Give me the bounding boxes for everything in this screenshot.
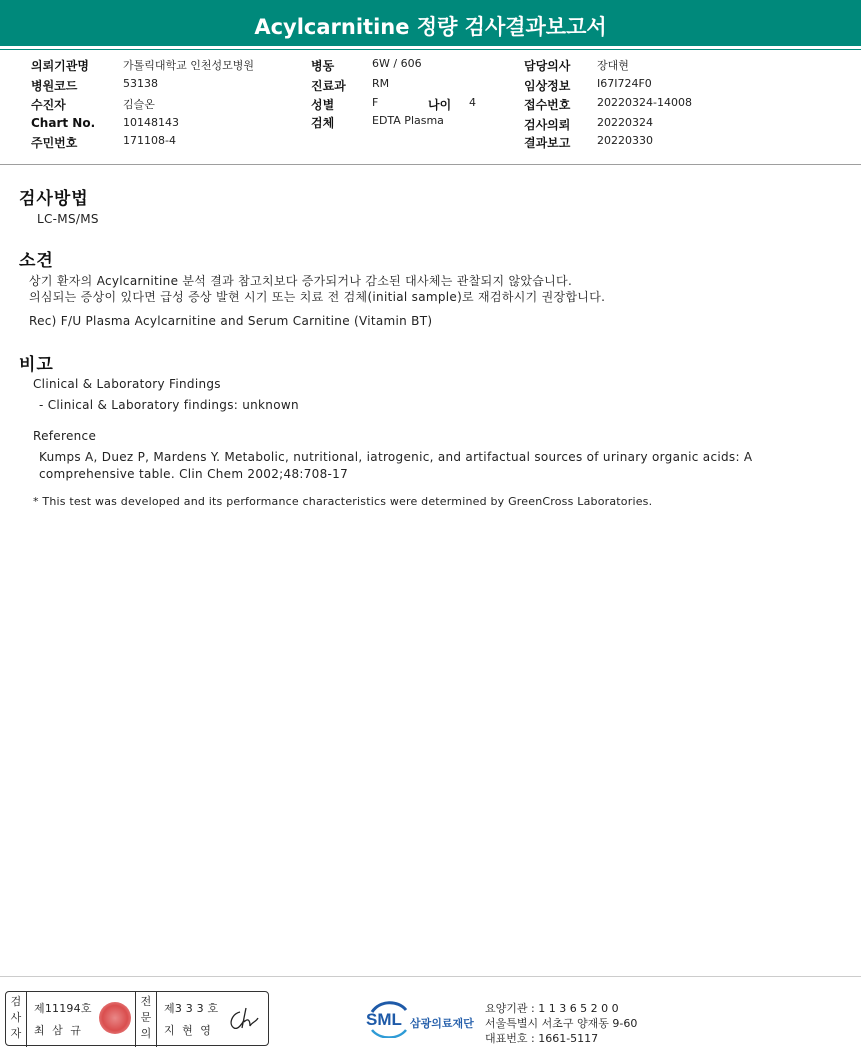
label-specimen: 검체: [311, 116, 335, 130]
patient-info: [0, 54, 861, 165]
clinical-findings-item: - Clinical & Laboratory findings: unknown: [39, 398, 299, 412]
method-text: LC-MS/MS: [37, 212, 99, 226]
label-report-date: 결과보고: [524, 136, 571, 150]
label-receipt-no: 접수번호: [524, 98, 571, 112]
examiner-name: 최 삼 규: [34, 1024, 83, 1037]
remarks-heading: 비고: [19, 355, 54, 375]
findings-recommendation: Rec) F/U Plasma Acylcarnitine and Serum Carnitine (Vitamin BT): [29, 314, 433, 328]
label-sex: 성별: [311, 98, 335, 112]
findings-line-2: 의심되는 증상이 있다면 급성 증상 발현 시기 또는 치료 전 검체(initial sample)로 재검하시기 권장합니다.: [29, 290, 606, 304]
findings-heading: 소견: [19, 251, 54, 271]
label-hospital: 의뢰기관명: [31, 59, 89, 73]
clinical-findings-title: Clinical & Laboratory Findings: [33, 377, 221, 391]
care-institution-no: 요양기관 : 1 1 3 6 5 2 0 0: [485, 1002, 619, 1015]
label-patient: 수진자: [31, 98, 66, 112]
value-sex: F: [372, 96, 379, 109]
label-doctor: 담당의사: [524, 59, 571, 73]
label-ward: 병동: [311, 59, 335, 73]
reviewer-label: [135, 992, 157, 1047]
value-clinical-info: I67I724F0: [597, 77, 652, 90]
reference-text: Kumps A, Duez P, Mardens Y. Metabolic, nutritional, iatrogenic, and artifactual sources of urinary organic acids: A comprehensive table. Clin Chem 2002;48:708-17: [39, 450, 753, 481]
sml-org-name: 삼광의료재단: [410, 1017, 474, 1030]
findings-line-1: 상기 환자의 Acylcarnitine 분석 결과 참고치보다 증가되거나 감소된 대사체는 관찰되지 않았습니다.: [29, 274, 573, 288]
footer-divider: [0, 976, 861, 977]
sml-logo-text: SML: [366, 1010, 402, 1029]
value-department: RM: [372, 77, 390, 90]
value-report-date: 20220330: [597, 134, 653, 147]
value-ward: 6W / 606: [372, 57, 422, 70]
lab-address: 서울특별시 서초구 양재동 9-60: [485, 1017, 638, 1030]
label-hospital-code: 병원코드: [31, 79, 78, 93]
value-request-date: 20220324: [597, 116, 653, 129]
reference-title: Reference: [33, 429, 97, 443]
reviewer-license-no: 제3 3 3 호: [164, 1002, 219, 1015]
red-seal-stamp: [99, 1002, 131, 1034]
label-chart-no: Chart No.: [31, 116, 96, 130]
value-doctor: 장대현: [597, 59, 629, 72]
examiner-label: [6, 992, 27, 1047]
value-hospital: 가톨릭대학교 인천성모병원: [123, 59, 255, 72]
handwritten-signature: [226, 1006, 262, 1032]
value-receipt-no: 20220324-14008: [597, 96, 692, 109]
examiner-license-no: 제11194호: [34, 1002, 92, 1015]
value-patient: 김슬온: [123, 98, 155, 111]
examiner-label-text: 검사자: [10, 995, 22, 1040]
label-age: 나이: [428, 98, 452, 112]
reviewer-name: 지 현 영: [164, 1024, 213, 1037]
report-title: Acylcarnitine 정량 검사결과보고서: [254, 15, 607, 39]
label-resident-no: 주민번호: [31, 136, 78, 150]
value-specimen: EDTA Plasma: [372, 114, 444, 127]
label-request-date: 검사의뢰: [524, 118, 571, 132]
value-hospital-code: 53138: [123, 77, 158, 90]
reviewer-label-text: 전문의: [140, 995, 152, 1040]
method-heading: 검사방법: [19, 189, 89, 209]
value-age: 4: [469, 96, 476, 109]
title-bar: [0, 0, 861, 49]
label-department: 진료과: [311, 79, 346, 93]
signature-box: [5, 991, 269, 1046]
value-chart-no: 10148143: [123, 116, 179, 129]
disclaimer-note: * This test was developed and its performance characteristics were determined by GreenCross Laboratories.: [33, 495, 653, 508]
label-clinical-info: 임상정보: [524, 79, 571, 93]
value-resident-no: 171108-4: [123, 134, 176, 147]
lab-phone: 대표번호 : 1661-5117: [485, 1032, 599, 1045]
